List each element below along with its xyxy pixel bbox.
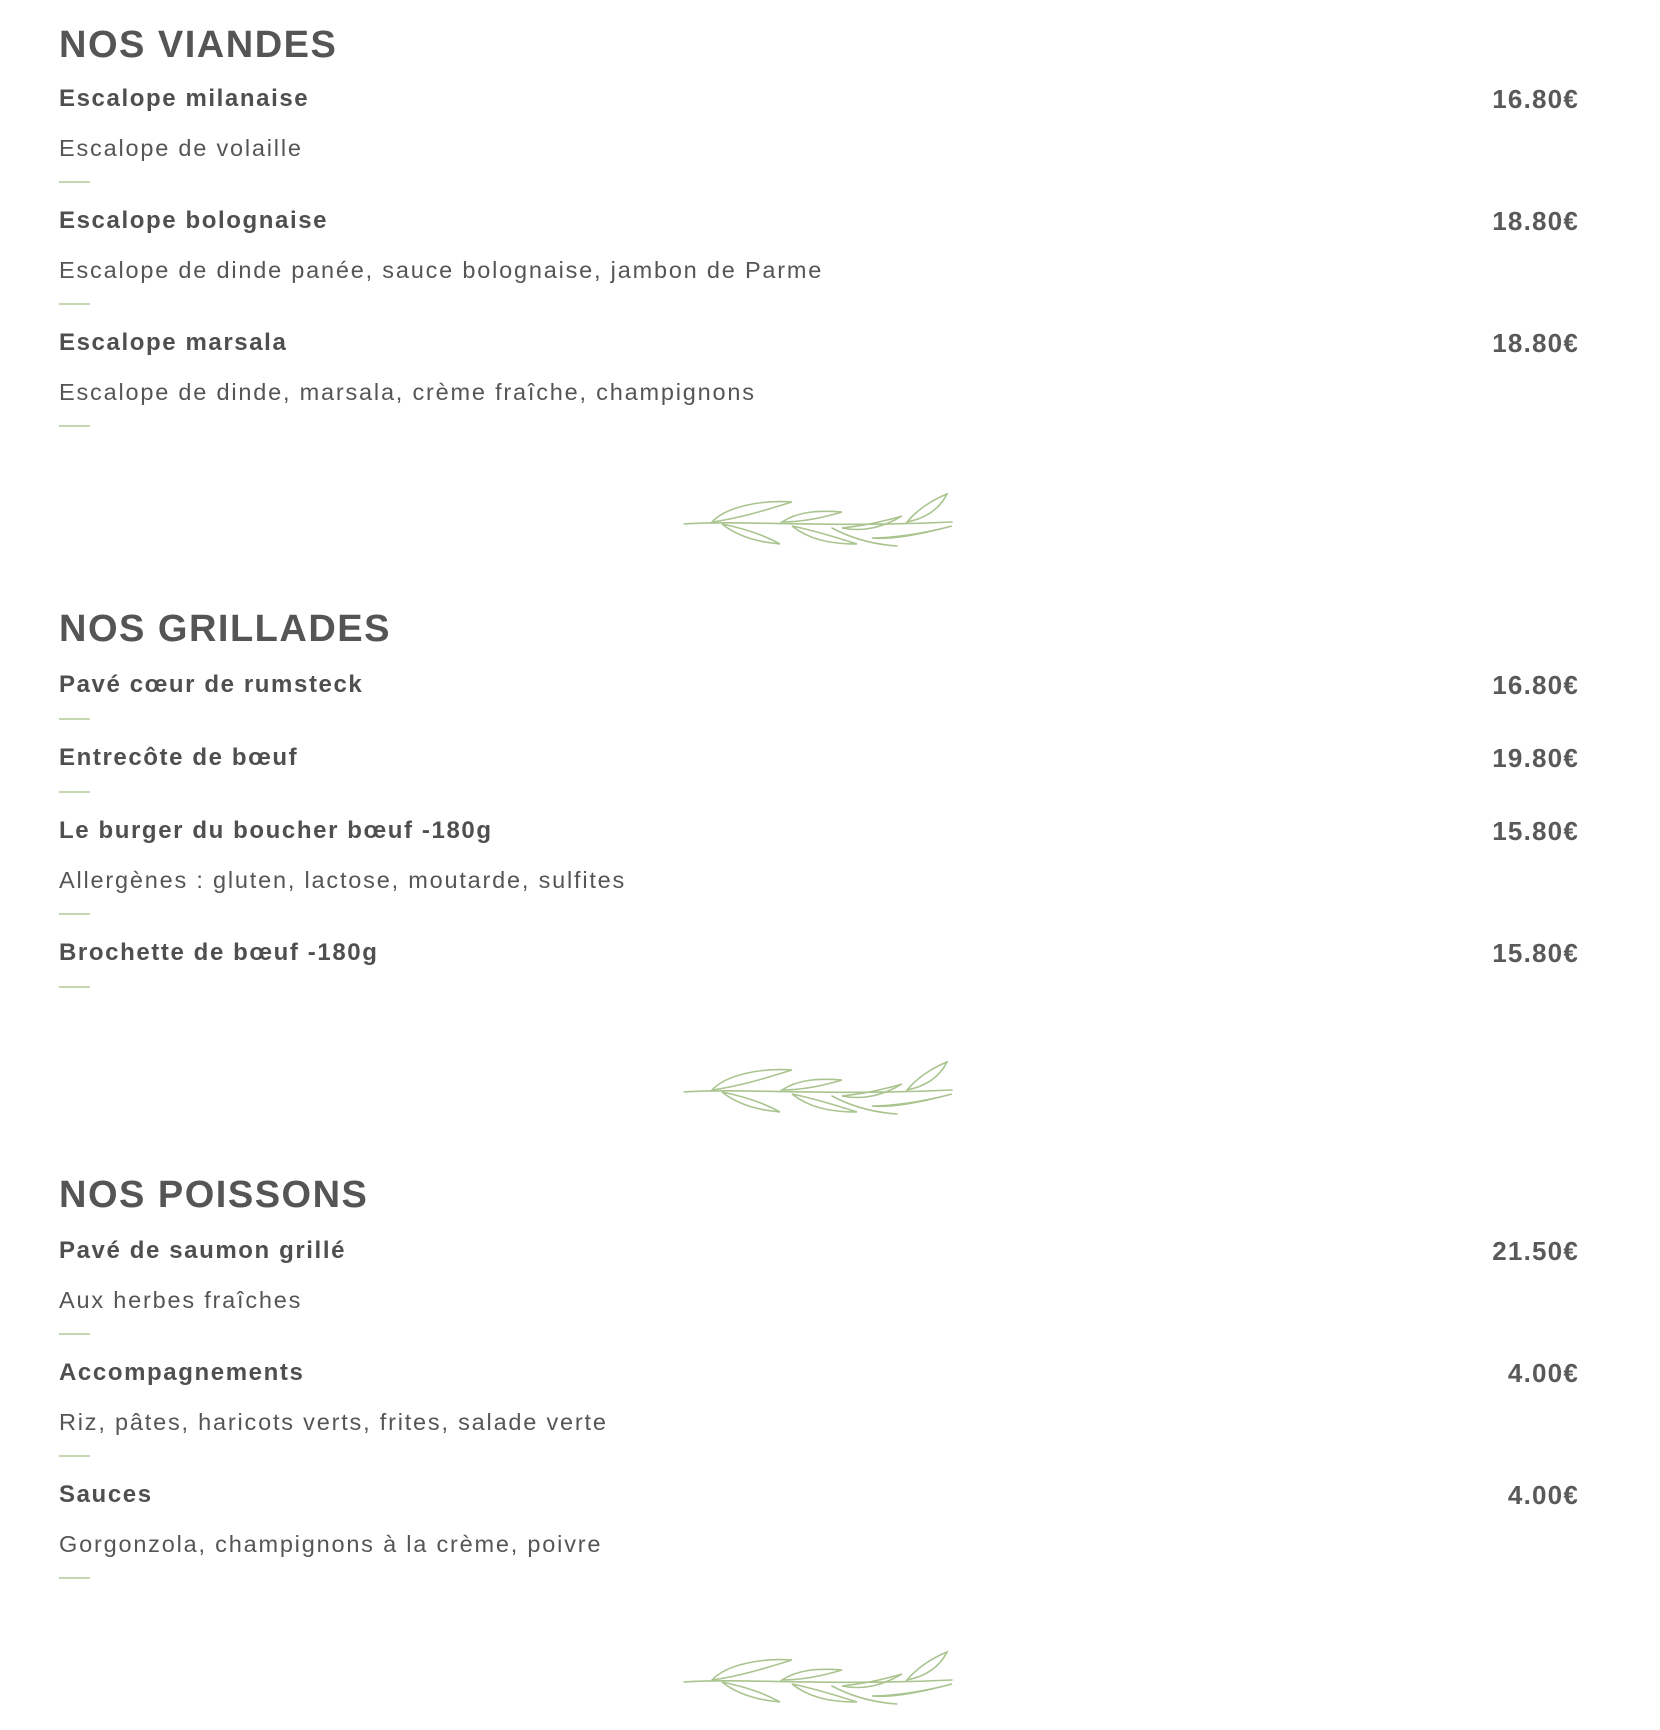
menu-item <box>59 938 1579 988</box>
olive-branch-icon <box>682 1650 956 1710</box>
item-description: Riz, pâtes, haricots verts, frites, salade verte <box>59 1409 608 1435</box>
item-price: 18.80€ <box>1492 206 1579 236</box>
menu-item <box>59 328 1579 427</box>
section-viandes <box>59 22 1579 427</box>
item-divider <box>59 791 90 793</box>
item-price: 16.80€ <box>1492 84 1579 114</box>
item-price: 19.80€ <box>1492 743 1579 773</box>
menu-item <box>59 1480 1579 1579</box>
section-grillades <box>59 606 1579 988</box>
item-name: Accompagnements <box>59 1359 305 1386</box>
item-name: Escalope milanaise <box>59 85 310 112</box>
item-description: Escalope de dinde panée, sauce bolognaise, jambon de Parme <box>59 257 824 283</box>
item-price: 21.50€ <box>1492 1236 1579 1266</box>
item-price: 18.80€ <box>1492 328 1579 358</box>
item-description: Escalope de volaille <box>59 135 303 161</box>
olive-branch-icon <box>682 492 956 552</box>
item-price: 16.80€ <box>1492 670 1579 700</box>
item-divider <box>59 181 90 183</box>
item-name: Entrecôte de bœuf <box>59 744 299 771</box>
menu-item <box>59 84 1579 183</box>
menu-item <box>59 206 1579 305</box>
menu-item <box>59 1358 1579 1457</box>
item-description: Aux herbes fraîches <box>59 1287 303 1313</box>
item-name: Escalope marsala <box>59 329 288 356</box>
menu-item <box>59 1236 1579 1335</box>
item-description: Allergènes : gluten, lactose, moutarde, sulfites <box>59 867 627 893</box>
item-name: Sauces <box>59 1481 153 1508</box>
item-price: 15.80€ <box>1492 816 1579 846</box>
item-name: Pavé cœur de rumsteck <box>59 671 364 698</box>
section-poissons <box>59 1172 1579 1579</box>
section-title: NOS GRILLADES <box>59 608 391 650</box>
item-divider <box>59 303 90 305</box>
item-price: 15.80€ <box>1492 938 1579 968</box>
item-divider <box>59 425 90 427</box>
item-divider <box>59 1333 90 1335</box>
item-divider <box>59 986 90 988</box>
section-title: NOS POISSONS <box>59 1174 369 1216</box>
menu-item <box>59 743 1579 793</box>
item-description: Gorgonzola, champignons à la crème, poivre <box>59 1531 603 1557</box>
item-divider <box>59 718 90 720</box>
menu-item <box>59 670 1579 720</box>
item-name: Escalope bolognaise <box>59 207 329 234</box>
item-name: Le burger du boucher bœuf -180g <box>59 817 493 844</box>
item-divider <box>59 913 90 915</box>
item-name: Brochette de bœuf -180g <box>59 939 379 966</box>
menu-item <box>59 816 1579 915</box>
olive-branch-icon <box>682 1060 956 1120</box>
item-price: 4.00€ <box>1507 1358 1579 1388</box>
item-description: Escalope de dinde, marsala, crème fraîche, champignons <box>59 379 756 405</box>
item-divider <box>59 1455 90 1457</box>
item-name: Pavé de saumon grillé <box>59 1237 347 1264</box>
item-divider <box>59 1577 90 1579</box>
section-title: NOS VIANDES <box>59 24 338 66</box>
item-price: 4.00€ <box>1507 1480 1579 1510</box>
